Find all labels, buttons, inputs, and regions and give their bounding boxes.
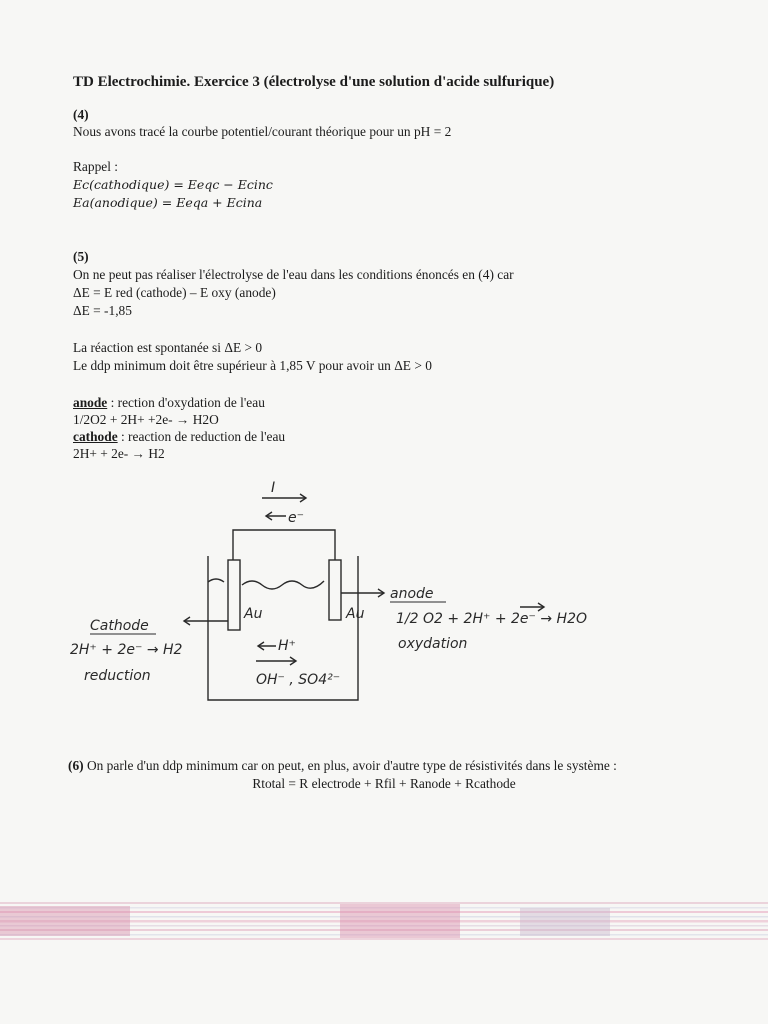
cathode-text: : reaction de reduction de l'eau [117, 429, 286, 444]
q6-line [68, 758, 617, 774]
cathode-diagram-equation: 2H⁺ + 2e⁻ → H2 [70, 642, 183, 658]
current-label: I [271, 480, 276, 496]
external-wire [233, 530, 335, 560]
q5-label: (5) [73, 249, 89, 264]
cathode-electrode [228, 560, 240, 630]
anode-diagram-equation: 1/2 O2 + 2H⁺ + 2e⁻ → H2O [396, 611, 587, 627]
anode-diagram-type: oxydation [398, 636, 468, 652]
q4-rappel: Rappel : [73, 159, 118, 174]
q5-cathode-line [73, 429, 285, 445]
electrolysis-diagram [60, 470, 620, 710]
q6-formula: Rtotal = R electrode + Rfil + Ranode + Rcathode [252, 776, 516, 791]
q5-anode-equation: 1/2O2 + 2H+ +2e- → H2O [73, 412, 219, 427]
ion-h-label: H⁺ [278, 638, 296, 654]
cathode-diagram-label: Cathode [90, 618, 149, 634]
q4-eq1-text: Ec(cathodique) = Eeqc − Ecinc [73, 177, 273, 192]
cathode-diagram-type: reduction [84, 668, 151, 684]
anode-electrode [329, 560, 341, 620]
ions-label: OH⁻ , SO4²⁻ [256, 672, 341, 688]
cathode-label: cathode [73, 429, 118, 444]
q5-anode-line [73, 395, 265, 411]
page-title: TD Electrochimie. Exercice 3 (électrolyse d'une solution d'acide sulfurique) [73, 74, 555, 90]
q4-eq2-text: Ea(anodique) = Eeqa + Ecina [73, 195, 263, 210]
q5-line2: ΔE = E red (cathode) – E oxy (anode) [73, 285, 276, 300]
q6-text: On parle d'un ddp minimum car on peut, en plus, avoir d'autre type de résistivités dans le système : [83, 758, 617, 773]
anode-diagram-label: anode [390, 586, 434, 602]
anode-label: anode [73, 395, 108, 410]
q6-label: (6) [68, 758, 84, 773]
anode-text: : rection d'oxydation de l'eau [107, 395, 265, 410]
q5-cathode-equation: 2H+ + 2e- → H2 [73, 446, 165, 461]
q4-equation-anodic [73, 195, 262, 211]
q4-text: Nous avons tracé la courbe potentiel/courant théorique pour un pH = 2 [73, 124, 452, 139]
q5-line1: On ne peut pas réaliser l'électrolyse de l'eau dans les conditions énoncés en (4) car [73, 267, 514, 282]
scan-artifact-graphic [0, 898, 768, 946]
q4-label: (4) [73, 107, 89, 122]
q5-line3: ΔE = -1,85 [73, 303, 132, 318]
q4-equation-cathodic [73, 177, 273, 193]
scan-artifact [0, 898, 768, 946]
q5-line5: Le ddp minimum doit être supérieur à 1,85 V pour avoir un ΔE > 0 [73, 358, 432, 373]
q5-line4: La réaction est spontanée si ΔE > 0 [73, 340, 263, 355]
left-electrode-label: Au [244, 606, 263, 622]
solution-surface [208, 579, 324, 589]
electron-label: e⁻ [288, 510, 305, 526]
right-electrode-label: Au [346, 606, 365, 622]
